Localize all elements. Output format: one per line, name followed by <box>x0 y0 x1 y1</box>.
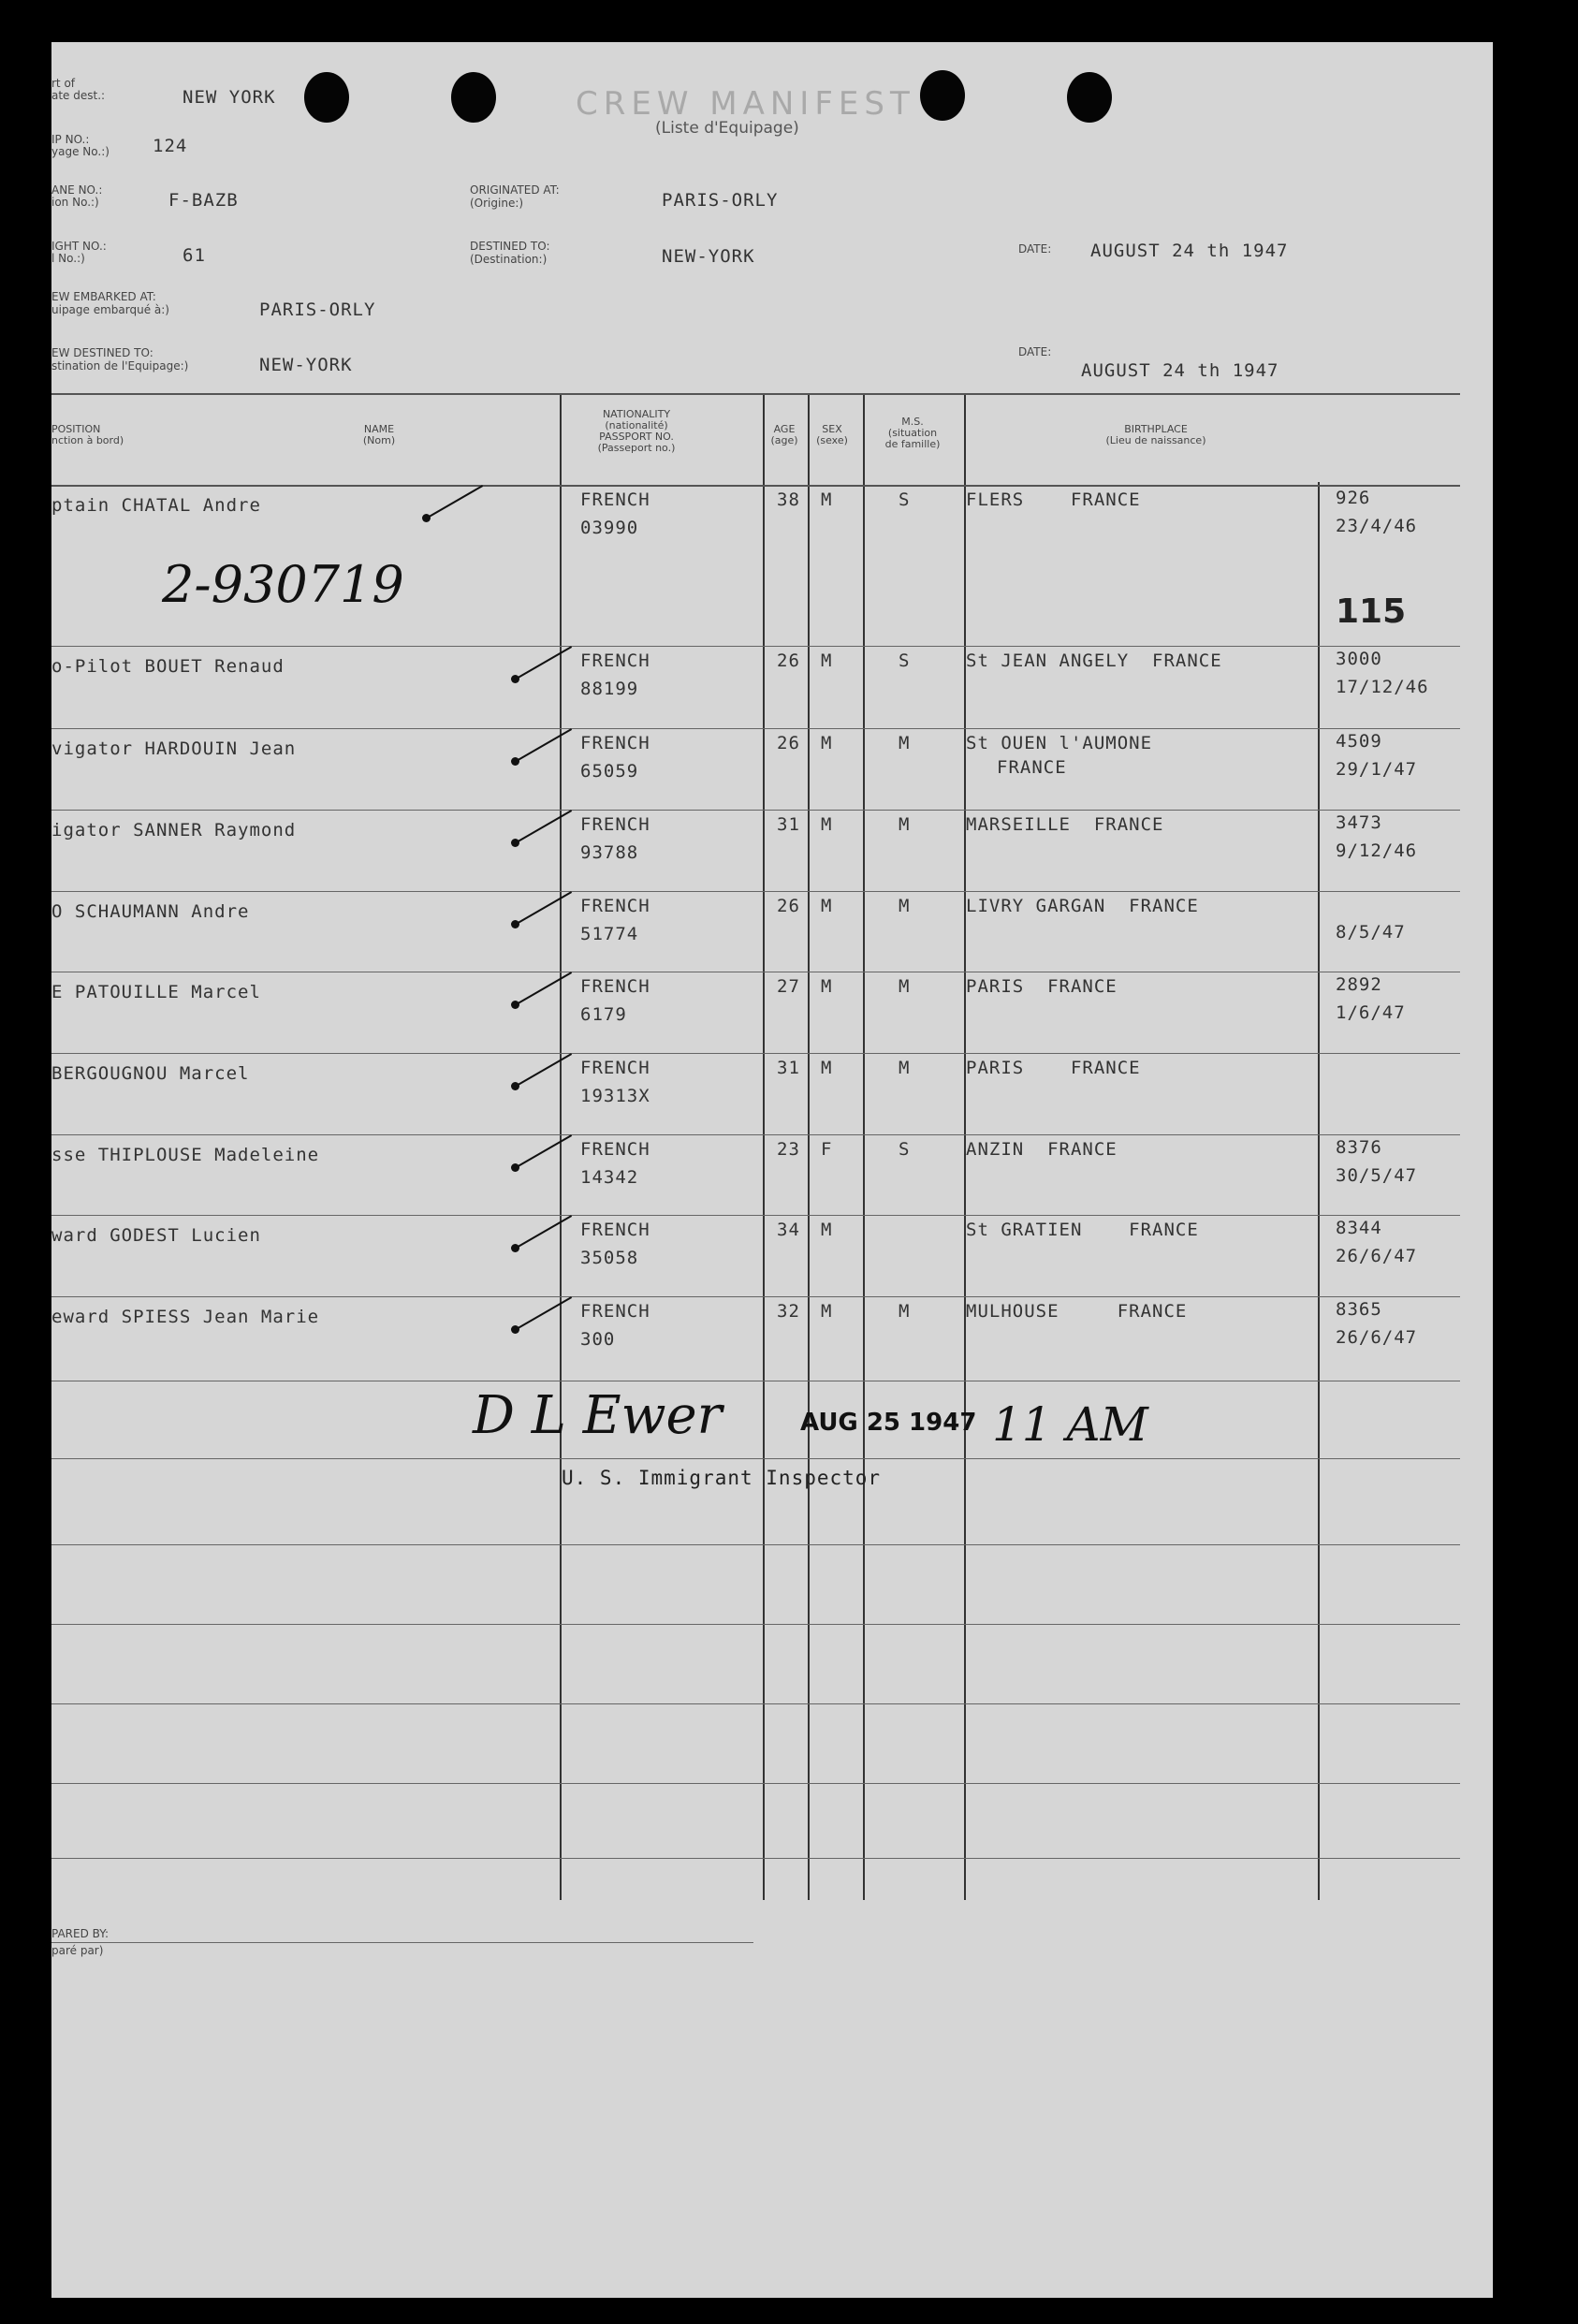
crew-passport: 6179 <box>580 1004 627 1025</box>
port-label: rt of ate dest.: <box>51 77 106 102</box>
prepared-label: PARED BY: <box>51 1927 110 1940</box>
col-nationality-header: NATIONALITY (nationalité) PASSPORT NO. (Passeport no.) <box>597 408 676 454</box>
crew-sex: M <box>821 1058 833 1078</box>
crew-destined-value: NEW-YORK <box>259 355 353 375</box>
col-name-header: NAME (Nom) <box>362 423 396 446</box>
col-divider <box>560 393 562 1900</box>
check-dot <box>422 514 431 522</box>
crew-birthplace: St GRATIEN FRANCE <box>966 1220 1199 1240</box>
check-dot <box>511 1163 519 1172</box>
port-value: NEW YORK <box>183 87 276 108</box>
plane-label: ANE NO.: ion No.:) <box>51 183 103 209</box>
destined-sub: (Destination:) <box>470 253 548 266</box>
originated-label: ORIGINATED AT: <box>470 183 560 197</box>
crew-passport: 51774 <box>580 924 639 944</box>
crew-nationality: FRENCH <box>580 1220 650 1240</box>
crew-passport: 88199 <box>580 679 639 699</box>
check-mark <box>515 728 573 763</box>
col-sex-header: SEX (sexe) <box>816 423 848 446</box>
crew-nationality: FRENCH <box>580 733 650 753</box>
crew-position-name: o-Pilot BOUET Renaud <box>51 656 285 677</box>
crew-sex: M <box>821 733 833 753</box>
col-position-header: POSITION nction à bord) <box>51 423 124 446</box>
crew-position-name: E PATOUILLE Marcel <box>51 982 261 1002</box>
col-ms-header: M.S. (situation de famille) <box>884 416 941 450</box>
col-divider <box>763 393 765 1900</box>
crew-cert-number: 3000 <box>1336 649 1382 669</box>
crew-marital-status: M <box>899 1058 911 1078</box>
manifest-page <box>51 42 1493 2298</box>
header-rule <box>51 393 1460 395</box>
check-mark <box>515 646 573 680</box>
crew-sex: M <box>821 1220 833 1240</box>
punch-hole <box>920 70 965 121</box>
flight-value: 61 <box>183 245 206 266</box>
crew-sex: F <box>821 1139 833 1160</box>
check-dot <box>511 839 519 847</box>
crew-nationality: FRENCH <box>580 1139 650 1160</box>
check-mark <box>515 891 573 926</box>
crew-age: 26 <box>777 650 800 671</box>
check-dot <box>511 675 519 683</box>
crew-position-name: eward SPIESS Jean Marie <box>51 1307 320 1327</box>
punch-hole <box>304 72 349 123</box>
crew-cert-date: 26/6/47 <box>1336 1327 1418 1348</box>
check-mark <box>515 972 573 1006</box>
date2-value: AUGUST 24 th 1947 <box>1081 360 1279 381</box>
row-rule <box>51 1296 1460 1297</box>
plane-value: F-BAZB <box>168 190 239 211</box>
crew-nationality: FRENCH <box>580 1058 650 1078</box>
crew-destined-label: EW DESTINED TO: <box>51 346 153 359</box>
crew-birthplace: St OUEN l'AUMONE <box>966 733 1153 753</box>
prepared-sub: paré par) <box>51 1944 104 1957</box>
check-mark <box>515 1053 573 1088</box>
col-divider <box>1318 482 1320 1900</box>
crew-position-name: O SCHAUMANN Andre <box>51 901 250 922</box>
crew-birthplace: MARSEILLE FRANCE <box>966 814 1164 835</box>
check-dot <box>511 1244 519 1252</box>
crew-age: 31 <box>777 814 800 835</box>
header-rule <box>51 485 1460 487</box>
date-label: DATE: <box>1018 242 1052 256</box>
crew-age: 26 <box>777 896 800 916</box>
row-rule <box>51 1858 1460 1859</box>
crew-embarked-sub: uipage embarqué à:) <box>51 303 169 316</box>
crew-nationality: FRENCH <box>580 650 650 671</box>
check-dot <box>511 920 519 928</box>
crew-birthplace: LIVRY GARGAN FRANCE <box>966 896 1199 916</box>
crew-destined-sub: stination de l'Equipage:) <box>51 359 189 373</box>
crew-position-name: ptain CHATAL Andre <box>51 495 261 516</box>
check-dot <box>511 1001 519 1009</box>
row-rule <box>51 646 1460 647</box>
crew-passport: 19313X <box>580 1086 650 1106</box>
crew-passport: 35058 <box>580 1248 639 1268</box>
crew-cert-date: 9/12/46 <box>1336 840 1418 861</box>
punch-hole <box>451 72 496 123</box>
inspector-signature: D L Ewer <box>473 1385 723 1446</box>
crew-age: 32 <box>777 1301 800 1322</box>
row-rule <box>51 1053 1460 1054</box>
trip-value: 124 <box>153 136 188 156</box>
file-number: 2-930719 <box>162 555 404 614</box>
crew-passport: 300 <box>580 1329 616 1350</box>
inspector-title: U. S. Immigrant Inspector <box>562 1467 882 1489</box>
row-rule <box>51 1624 1460 1625</box>
crew-nationality: FRENCH <box>580 896 650 916</box>
crew-cert-number: 8376 <box>1336 1137 1382 1158</box>
crew-cert-date: 26/6/47 <box>1336 1246 1418 1266</box>
crew-sex: M <box>821 976 833 997</box>
crew-birthplace: MULHOUSE FRANCE <box>966 1301 1188 1322</box>
crew-age: 38 <box>777 490 800 510</box>
crew-marital-status: S <box>899 650 911 671</box>
date-value: AUGUST 24 th 1947 <box>1090 241 1289 261</box>
received-date-stamp: AUG 25 1947 <box>800 1409 977 1437</box>
crew-nationality: FRENCH <box>580 976 650 997</box>
crew-birthplace: ANZIN FRANCE <box>966 1139 1118 1160</box>
originated-value: PARIS-ORLY <box>662 190 779 211</box>
row-rule <box>51 891 1460 892</box>
row-rule <box>51 810 1460 811</box>
row-rule <box>51 728 1460 729</box>
crew-cert-date: 1/6/47 <box>1336 1002 1406 1023</box>
crew-embarked-value: PARIS-ORLY <box>259 300 376 320</box>
check-dot <box>511 1325 519 1334</box>
crew-passport: 14342 <box>580 1167 639 1188</box>
crew-passport: 65059 <box>580 761 639 782</box>
row-rule <box>51 1783 1460 1784</box>
received-time: 11 AM <box>992 1397 1148 1452</box>
crew-sex: M <box>821 814 833 835</box>
check-mark <box>426 485 484 519</box>
crew-cert-number: 3473 <box>1336 812 1382 833</box>
crew-marital-status: M <box>899 1301 911 1322</box>
page-number: 115 <box>1336 592 1407 631</box>
crew-cert-date: 30/5/47 <box>1336 1165 1418 1186</box>
crew-cert-date: 23/4/46 <box>1336 516 1418 536</box>
crew-sex: M <box>821 896 833 916</box>
crew-birthplace: PARIS FRANCE <box>966 1058 1141 1078</box>
row-rule <box>51 1544 1460 1545</box>
document-title: CREW MANIFEST <box>576 85 915 123</box>
row-rule <box>51 1703 1460 1704</box>
crew-age: 23 <box>777 1139 800 1160</box>
crew-age: 31 <box>777 1058 800 1078</box>
crew-marital-status: M <box>899 976 911 997</box>
crew-age: 26 <box>777 733 800 753</box>
crew-birthplace: PARIS FRANCE <box>966 976 1118 997</box>
check-mark <box>515 1134 573 1169</box>
crew-position-name: sse THIPLOUSE Madeleine <box>51 1145 320 1165</box>
col-birthplace-header: BIRTHPLACE (Lieu de naissance) <box>1105 423 1206 446</box>
col-divider <box>808 393 810 1900</box>
check-dot <box>511 757 519 766</box>
crew-marital-status: M <box>899 814 911 835</box>
crew-sex: M <box>821 1301 833 1322</box>
crew-marital-status: M <box>899 896 911 916</box>
destined-value: NEW-YORK <box>662 246 755 267</box>
prepared-line <box>51 1942 753 1943</box>
col-age-header: AGE (age) <box>770 423 798 446</box>
crew-cert-date: 29/1/47 <box>1336 759 1418 780</box>
col-divider <box>863 393 865 1900</box>
crew-embarked-label: EW EMBARKED AT: <box>51 290 156 303</box>
originated-sub: (Origine:) <box>470 197 524 210</box>
check-dot <box>511 1082 519 1090</box>
crew-marital-status: M <box>899 733 911 753</box>
crew-birthplace: FLERS FRANCE <box>966 490 1141 510</box>
trip-label: IP NO.: yage No.:) <box>51 133 110 158</box>
row-rule <box>51 1134 1460 1135</box>
crew-cert-date: 8/5/47 <box>1336 922 1406 943</box>
check-mark <box>515 810 573 844</box>
crew-cert-number: 926 <box>1336 488 1371 508</box>
crew-age: 27 <box>777 976 800 997</box>
document-subtitle: (Liste d'Equipage) <box>655 119 799 138</box>
crew-sex: M <box>821 650 833 671</box>
crew-position-name: vigator HARDOUIN Jean <box>51 738 297 759</box>
crew-nationality: FRENCH <box>580 814 650 835</box>
crew-position-name: BERGOUGNOU Marcel <box>51 1063 250 1084</box>
crew-position-name: ward GODEST Lucien <box>51 1225 261 1246</box>
crew-sex: M <box>821 490 833 510</box>
crew-cert-date: 17/12/46 <box>1336 677 1429 697</box>
punch-hole <box>1067 72 1112 123</box>
crew-cert-number: 2892 <box>1336 974 1382 995</box>
crew-cert-number: 8365 <box>1336 1299 1382 1320</box>
crew-marital-status: S <box>899 490 911 510</box>
destined-label: DESTINED TO: <box>470 240 550 253</box>
crew-cert-number: 8344 <box>1336 1218 1382 1238</box>
crew-birthplace: St JEAN ANGELY FRANCE <box>966 650 1222 671</box>
crew-birthplace-line2: FRANCE <box>997 757 1067 778</box>
check-mark <box>515 1296 573 1331</box>
crew-nationality: FRENCH <box>580 1301 650 1322</box>
crew-age: 34 <box>777 1220 800 1240</box>
flight-label: IGHT NO.: l No.:) <box>51 240 107 265</box>
crew-passport: 93788 <box>580 842 639 863</box>
crew-nationality: FRENCH <box>580 490 650 510</box>
row-rule <box>51 1215 1460 1216</box>
crew-position-name: igator SANNER Raymond <box>51 820 297 840</box>
crew-marital-status: S <box>899 1139 911 1160</box>
row-rule <box>51 1458 1460 1459</box>
crew-passport: 03990 <box>580 518 639 538</box>
crew-cert-number: 4509 <box>1336 731 1382 752</box>
date2-label: DATE: <box>1018 345 1052 358</box>
check-mark <box>515 1215 573 1250</box>
